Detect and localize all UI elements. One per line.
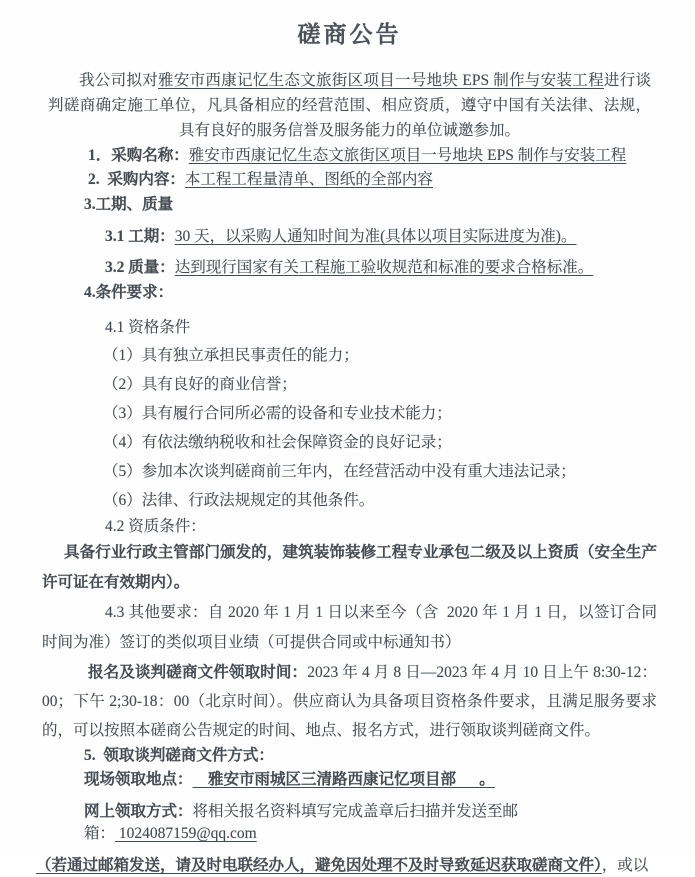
- email-note-underlined: （若通过邮箱发送，请及时电联经办人，避免因处理不及时导致延迟获取磋商文件）: [36, 857, 602, 874]
- onsite-pickup-line: [84, 769, 657, 791]
- signup-time-value: 2023 年 4 月 8 日—2023 年 4 月 10 日上午 8:30-12：00；下午 2;30-18：00（北京时间）。供应商认为具备项目资格条件要求，且满足服务要求的，可以按照本磋商公告规定的时间、地点、报名方式，进行领取谈判磋商文件。: [42, 664, 657, 739]
- intro-pre-text: 我公司拟对: [79, 72, 159, 89]
- section-41-heading: 4.1 资格条件: [105, 319, 191, 336]
- purchase-name-line: [88, 145, 657, 167]
- duration-line: [105, 226, 657, 248]
- qualification-requirement-paragraph: 具备行业行政主管部门颁发的，建筑装饰装修工程专业承包二级及以上资质（安全生产许可证在有效期内）。: [42, 544, 657, 591]
- email-note-line: [36, 855, 657, 877]
- other-requirements-paragraph: [42, 598, 657, 658]
- section-42-heading: 4.2 资质条件：: [105, 518, 206, 535]
- duration-label: 3.1 工期：: [105, 228, 175, 245]
- email-address: 1024087159@qq.com: [115, 825, 257, 842]
- qualification-condition-3: （3）具有履行合同所必需的设备和专业技术能力；: [103, 405, 452, 422]
- duration-value: 30 天，以采购人通知时间为准(具体以项目实际进度为准)。: [174, 228, 577, 245]
- signup-time-paragraph: [42, 658, 657, 745]
- purchase-content-value: 本工程工程量清单、图纸的全部内容: [184, 171, 433, 188]
- onsite-pickup-label: 现场领取地点：: [84, 771, 193, 788]
- purchase-name-value: 雅安市西康记忆生态文旅街区项目一号地块 EPS 制作与安装工程: [188, 147, 627, 164]
- section-4-heading: 4.条件要求：: [84, 284, 174, 301]
- quality-value: 达到现行国家有关工程施工验收规范和标准的要求合格标准。: [174, 259, 594, 276]
- qualification-condition-2: （2）具有良好的商业信誉；: [103, 376, 297, 393]
- online-pickup-label: 网上领取方式：: [84, 803, 193, 820]
- purchase-content-label: 2. 采购内容：: [88, 171, 185, 188]
- section-5-heading: 5. 领取谈判磋商文件方式：: [84, 747, 274, 764]
- qualification-condition-4: （4）有依法缴纳税收和社会保障资金的良好记录；: [103, 434, 452, 451]
- intro-project-name-underlined: 雅安市西康记忆生态文旅街区项目一号地块 EPS 制作与安装工程: [158, 72, 604, 89]
- qualification-condition-1: （1）具有独立承担民事责任的能力；: [103, 347, 359, 364]
- quality-label: 3.2 质量：: [105, 259, 175, 276]
- online-pickup-line: [84, 801, 657, 845]
- doc-title: 磋商公告: [297, 22, 402, 47]
- purchase-content-line: [88, 169, 657, 191]
- purchase-name-label: 1．采购名称：: [88, 147, 189, 164]
- signup-time-label: 报名及谈判磋商文件领取时间：: [88, 664, 308, 681]
- intro-paragraph: [48, 68, 651, 143]
- email-note-tail: ，或以: [601, 857, 649, 874]
- qualification-condition-6: （6）法律、行政法规规定的其他条件。: [103, 492, 375, 509]
- other-requirements-value: 自 2020 年 1 月 1 日以来至今（含 2020 年 1 月 1 日，以签订合同时间为准）签订的类似项目业绩（可提供合同或中标通知书）: [42, 604, 657, 651]
- onsite-pickup-address: 雅安市雨城区三清路西康记忆项目部 。: [192, 771, 495, 788]
- quality-line: [105, 257, 657, 279]
- qualification-condition-5: （5）参加本次谈判磋商前三年内，在经营活动中没有重大违法记录；: [103, 463, 576, 480]
- section-3-heading: 3.工期、质量: [84, 196, 174, 213]
- online-pickup-instructions: 将相关报名资料填写完成盖章后扫描并发送至邮箱：: [84, 803, 519, 842]
- other-requirements-label: 4.3 其他要求：: [105, 604, 208, 621]
- intro-post-text: 进行谈判磋商确定施工单位，凡具备相应的经营范围、相应资质，遵守中国有关法律、法规，具有良好的服务信誉及服务能力的单位诚邀参加。: [48, 72, 651, 139]
